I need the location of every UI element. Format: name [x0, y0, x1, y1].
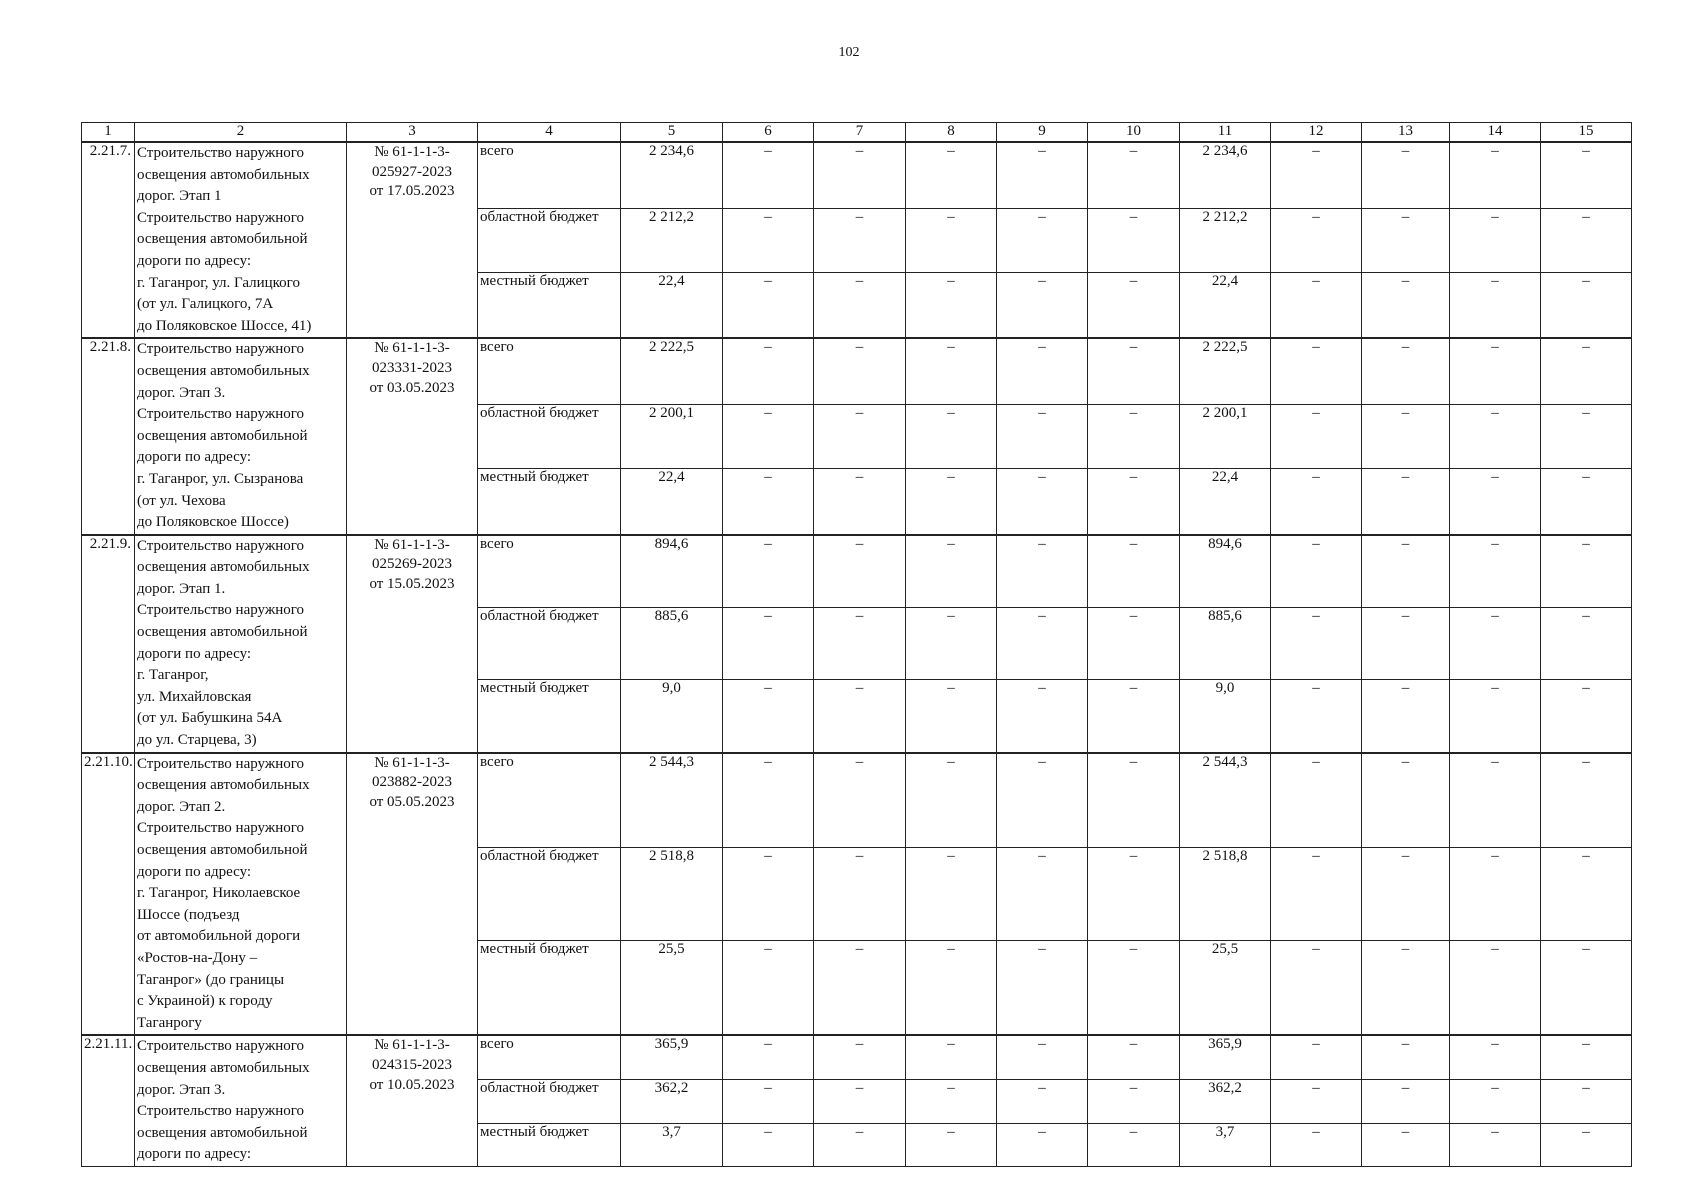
funding-source: всего [478, 338, 621, 404]
empty-value-col-15: – [1541, 848, 1632, 941]
empty-value-col-12: – [1271, 1035, 1362, 1079]
object-name-line: г. Таганрог, [137, 667, 209, 684]
column-header-14: 14 [1450, 123, 1541, 143]
empty-value-col-10: – [1088, 404, 1180, 468]
object-name-line: Таганрогу [137, 1014, 202, 1031]
item-number: 2.21.9. [82, 535, 135, 753]
funding-source: областной бюджет [478, 608, 621, 679]
empty-value-col-12: – [1271, 753, 1362, 848]
column-header-7: 7 [814, 123, 906, 143]
empty-value-col-10: – [1088, 753, 1180, 848]
empty-value-col-14: – [1450, 848, 1541, 941]
empty-value-col-9: – [997, 1035, 1088, 1079]
object-name-line: до Поляковское Шоссе, 41) [137, 317, 312, 334]
column-header-10: 10 [1088, 123, 1180, 143]
object-name-line: освещения автомобильной [137, 624, 308, 641]
object-name-line: Шоссе (подъезд [137, 906, 240, 923]
empty-value-col-14: – [1450, 1080, 1541, 1123]
object-name-line: Строительство наружного [137, 1038, 305, 1055]
expertise-conclusion-line: 025269-2023 [372, 556, 452, 573]
object-name-line: дороги по адресу: [137, 645, 252, 662]
empty-value-col-14: – [1450, 338, 1541, 404]
empty-value-col-7: – [814, 848, 906, 941]
empty-value-col-8: – [906, 338, 997, 404]
object-name-line: дорог. Этап 2. [137, 798, 226, 815]
funding-source: местный бюджет [478, 679, 621, 752]
object-name-line: (от ул. Галицкого, 7А [137, 296, 274, 313]
empty-value-col-14: – [1450, 753, 1541, 848]
empty-value-col-15: – [1541, 1080, 1632, 1123]
object-name-line: (от ул. Бабушкина 54А [137, 710, 283, 727]
empty-value-col-6: – [723, 404, 814, 468]
empty-value-col-13: – [1362, 338, 1450, 404]
expertise-conclusion [347, 753, 478, 1036]
object-name-line: дорог. Этап 3. [137, 384, 226, 401]
amount-col-5: 22,4 [621, 469, 723, 535]
empty-value-col-7: – [814, 272, 906, 338]
amount-col-11: 885,6 [1180, 608, 1271, 679]
empty-value-col-15: – [1541, 208, 1632, 272]
column-header-8: 8 [906, 123, 997, 143]
object-name-line: освещения автомобильных [137, 559, 310, 576]
empty-value-col-14: – [1450, 142, 1541, 208]
funding-source: местный бюджет [478, 469, 621, 535]
empty-value-col-10: – [1088, 1035, 1180, 1079]
funding-source: всего [478, 753, 621, 848]
empty-value-col-15: – [1541, 940, 1632, 1035]
funding-source: областной бюджет [478, 1080, 621, 1123]
object-name [135, 338, 347, 534]
empty-value-col-8: – [906, 679, 997, 752]
object-name-line: дороги по адресу: [137, 863, 252, 880]
empty-value-col-9: – [997, 1123, 1088, 1166]
empty-value-col-15: – [1541, 404, 1632, 468]
empty-value-col-7: – [814, 469, 906, 535]
object-name-line: освещения автомобильных [137, 777, 310, 794]
expertise-conclusion-line: от 05.05.2023 [369, 793, 455, 810]
empty-value-col-14: – [1450, 404, 1541, 468]
funding-source: местный бюджет [478, 940, 621, 1035]
table-row [82, 753, 1632, 848]
amount-col-11: 894,6 [1180, 535, 1271, 608]
empty-value-col-13: – [1362, 1123, 1450, 1166]
empty-value-col-7: – [814, 753, 906, 848]
object-name-line: Строительство наружного [137, 820, 305, 837]
funding-source: областной бюджет [478, 208, 621, 272]
empty-value-col-14: – [1450, 535, 1541, 608]
amount-col-11: 22,4 [1180, 272, 1271, 338]
amount-col-5: 25,5 [621, 940, 723, 1035]
table-row [82, 142, 1632, 208]
column-header-1: 1 [82, 123, 135, 143]
empty-value-col-10: – [1088, 469, 1180, 535]
expertise-conclusion-line: от 03.05.2023 [369, 379, 455, 396]
funding-source: местный бюджет [478, 272, 621, 338]
object-name-line: Строительство наружного [137, 1103, 305, 1120]
object-name-line: дороги по адресу: [137, 1146, 252, 1163]
empty-value-col-14: – [1450, 272, 1541, 338]
amount-col-11: 22,4 [1180, 469, 1271, 535]
empty-value-col-9: – [997, 608, 1088, 679]
empty-value-col-12: – [1271, 272, 1362, 338]
object-name [135, 142, 347, 338]
empty-value-col-6: – [723, 142, 814, 208]
amount-col-11: 25,5 [1180, 940, 1271, 1035]
empty-value-col-8: – [906, 1035, 997, 1079]
empty-value-col-12: – [1271, 208, 1362, 272]
empty-value-col-10: – [1088, 272, 1180, 338]
empty-value-col-15: – [1541, 535, 1632, 608]
empty-value-col-12: – [1271, 1080, 1362, 1123]
object-name-line: Строительство наружного [137, 209, 305, 226]
object-name-line: дороги по адресу: [137, 252, 252, 269]
table-row [82, 1035, 1632, 1079]
object-name-line: Строительство наружного [137, 145, 305, 161]
amount-col-11: 365,9 [1180, 1035, 1271, 1079]
empty-value-col-9: – [997, 1080, 1088, 1123]
empty-value-col-8: – [906, 469, 997, 535]
amount-col-5: 894,6 [621, 535, 723, 608]
object-name-line: Таганрог» (до границы [137, 971, 285, 988]
expertise-conclusion [347, 1035, 478, 1166]
column-header-2: 2 [135, 123, 347, 143]
empty-value-col-6: – [723, 753, 814, 848]
empty-value-col-6: – [723, 535, 814, 608]
amount-col-5: 22,4 [621, 272, 723, 338]
empty-value-col-15: – [1541, 679, 1632, 752]
empty-value-col-6: – [723, 208, 814, 272]
object-name-line: (от ул. Чехова [137, 492, 226, 509]
object-name-line: освещения автомобильных [137, 166, 310, 183]
empty-value-col-6: – [723, 469, 814, 535]
empty-value-col-9: – [997, 272, 1088, 338]
expertise-conclusion [347, 142, 478, 338]
empty-value-col-12: – [1271, 848, 1362, 941]
object-name-line: до ул. Старцева, 3) [137, 732, 257, 749]
empty-value-col-9: – [997, 753, 1088, 848]
object-name-line: освещения автомобильной [137, 427, 308, 444]
empty-value-col-15: – [1541, 142, 1632, 208]
empty-value-col-14: – [1450, 940, 1541, 1035]
empty-value-col-7: – [814, 142, 906, 208]
empty-value-col-6: – [723, 1035, 814, 1079]
empty-value-col-13: – [1362, 272, 1450, 338]
empty-value-col-8: – [906, 848, 997, 941]
empty-value-col-9: – [997, 679, 1088, 752]
empty-value-col-15: – [1541, 1035, 1632, 1079]
empty-value-col-9: – [997, 404, 1088, 468]
empty-value-col-8: – [906, 272, 997, 338]
expertise-conclusion-line: № 61-1-1-3- [374, 754, 450, 771]
empty-value-col-10: – [1088, 679, 1180, 752]
empty-value-col-9: – [997, 338, 1088, 404]
expertise-conclusion [347, 338, 478, 534]
empty-value-col-12: – [1271, 142, 1362, 208]
empty-value-col-8: – [906, 1123, 997, 1166]
object-name-line: г. Таганрог, ул. Галицкого [137, 274, 300, 291]
object-name-line: г. Таганрог, Николаевское [137, 885, 301, 902]
empty-value-col-6: – [723, 848, 814, 941]
empty-value-col-12: – [1271, 338, 1362, 404]
empty-value-col-13: – [1362, 142, 1450, 208]
expertise-conclusion-line: 024315-2023 [372, 1056, 452, 1073]
object-name-line: «Ростов-на-Дону – [137, 949, 258, 966]
empty-value-col-12: – [1271, 679, 1362, 752]
object-name-line: освещения автомобильных [137, 362, 310, 379]
item-number: 2.21.10. [82, 753, 135, 1036]
empty-value-col-9: – [997, 469, 1088, 535]
amount-col-11: 362,2 [1180, 1080, 1271, 1123]
expertise-conclusion-line: от 15.05.2023 [369, 575, 455, 592]
amount-col-11: 2 234,6 [1180, 142, 1271, 208]
empty-value-col-7: – [814, 208, 906, 272]
empty-value-col-15: – [1541, 338, 1632, 404]
amount-col-5: 3,7 [621, 1123, 723, 1166]
empty-value-col-8: – [906, 753, 997, 848]
empty-value-col-6: – [723, 1123, 814, 1166]
page-number: 102 [838, 45, 860, 60]
empty-value-col-6: – [723, 608, 814, 679]
table-row [82, 535, 1632, 608]
column-header-5: 5 [621, 123, 723, 143]
empty-value-col-8: – [906, 608, 997, 679]
empty-value-col-8: – [906, 535, 997, 608]
empty-value-col-10: – [1088, 848, 1180, 941]
amount-col-5: 2 200,1 [621, 404, 723, 468]
empty-value-col-13: – [1362, 608, 1450, 679]
empty-value-col-14: – [1450, 1035, 1541, 1079]
empty-value-col-9: – [997, 940, 1088, 1035]
empty-value-col-7: – [814, 535, 906, 608]
object-name [135, 1035, 347, 1166]
amount-col-11: 2 544,3 [1180, 753, 1271, 848]
empty-value-col-7: – [814, 404, 906, 468]
empty-value-col-15: – [1541, 753, 1632, 848]
empty-value-col-13: – [1362, 208, 1450, 272]
empty-value-col-13: – [1362, 848, 1450, 941]
column-header-12: 12 [1271, 123, 1362, 143]
expertise-conclusion-line: 023331-2023 [372, 359, 452, 376]
object-name-line: ул. Михайловская [137, 688, 252, 705]
empty-value-col-6: – [723, 940, 814, 1035]
empty-value-col-14: – [1450, 1123, 1541, 1166]
empty-value-col-10: – [1088, 608, 1180, 679]
amount-col-11: 9,0 [1180, 679, 1271, 752]
amount-col-5: 2 544,3 [621, 753, 723, 848]
expertise-conclusion [347, 535, 478, 753]
object-name-line: Строительство наружного [137, 537, 305, 554]
expertise-conclusion-line: 023882-2023 [372, 774, 452, 791]
object-name-line: освещения автомобильных [137, 1059, 310, 1076]
empty-value-col-10: – [1088, 1080, 1180, 1123]
object-name [135, 753, 347, 1036]
empty-value-col-8: – [906, 208, 997, 272]
empty-value-col-7: – [814, 1080, 906, 1123]
empty-value-col-15: – [1541, 469, 1632, 535]
empty-value-col-15: – [1541, 608, 1632, 679]
column-header-15: 15 [1541, 123, 1632, 143]
expertise-conclusion-line: от 10.05.2023 [369, 1076, 455, 1093]
empty-value-col-14: – [1450, 469, 1541, 535]
empty-value-col-10: – [1088, 142, 1180, 208]
empty-value-col-10: – [1088, 1123, 1180, 1166]
funding-source: всего [478, 142, 621, 208]
empty-value-col-7: – [814, 1123, 906, 1166]
empty-value-col-15: – [1541, 1123, 1632, 1166]
object-name-line: дороги по адресу: [137, 449, 252, 466]
column-header-9: 9 [997, 123, 1088, 143]
object-name-line: с Украиной) к городу [137, 993, 273, 1010]
empty-value-col-6: – [723, 272, 814, 338]
amount-col-11: 3,7 [1180, 1123, 1271, 1166]
empty-value-col-8: – [906, 142, 997, 208]
item-number: 2.21.8. [82, 338, 135, 534]
expertise-conclusion-line: № 61-1-1-3- [374, 536, 450, 553]
object-name-line: дорог. Этап 1. [137, 580, 226, 597]
expertise-conclusion-line: 025927-2023 [372, 163, 452, 180]
amount-col-11: 2 212,2 [1180, 208, 1271, 272]
object-name [135, 535, 347, 753]
amount-col-11: 2 518,8 [1180, 848, 1271, 941]
funding-source: областной бюджет [478, 404, 621, 468]
amount-col-5: 362,2 [621, 1080, 723, 1123]
object-name-line: освещения автомобильной [137, 842, 308, 858]
object-name-line: от автомобильной дороги [137, 928, 301, 945]
budget-table [81, 122, 1632, 1167]
amount-col-5: 885,6 [621, 608, 723, 679]
object-name-line: Строительство наружного [137, 406, 305, 423]
table-row [82, 338, 1632, 404]
empty-value-col-7: – [814, 940, 906, 1035]
item-number: 2.21.7. [82, 142, 135, 338]
empty-value-col-13: – [1362, 753, 1450, 848]
column-header-13: 13 [1362, 123, 1450, 143]
empty-value-col-9: – [997, 535, 1088, 608]
empty-value-col-9: – [997, 848, 1088, 941]
object-name-line: г. Таганрог, ул. Сызранова [137, 470, 304, 487]
empty-value-col-14: – [1450, 608, 1541, 679]
column-header-6: 6 [723, 123, 814, 143]
empty-value-col-10: – [1088, 338, 1180, 404]
empty-value-col-6: – [723, 679, 814, 752]
empty-value-col-14: – [1450, 208, 1541, 272]
expertise-conclusion-line: № 61-1-1-3- [374, 144, 450, 160]
funding-source: всего [478, 1035, 621, 1079]
funding-source: местный бюджет [478, 1123, 621, 1166]
expertise-conclusion-line: от 17.05.2023 [369, 183, 455, 200]
amount-col-5: 2 212,2 [621, 208, 723, 272]
empty-value-col-7: – [814, 338, 906, 404]
object-name-line: Строительство наружного [137, 341, 305, 358]
empty-value-col-10: – [1088, 535, 1180, 608]
funding-source: всего [478, 535, 621, 608]
empty-value-col-7: – [814, 1035, 906, 1079]
empty-value-col-13: – [1362, 1035, 1450, 1079]
column-header-4: 4 [478, 123, 621, 143]
amount-col-5: 2 518,8 [621, 848, 723, 941]
column-number-header [82, 123, 1632, 143]
object-name-line: дорог. Этап 1 [137, 188, 222, 205]
amount-col-5: 365,9 [621, 1035, 723, 1079]
amount-col-11: 2 200,1 [1180, 404, 1271, 468]
column-header-3: 3 [347, 123, 478, 143]
empty-value-col-12: – [1271, 940, 1362, 1035]
amount-col-5: 9,0 [621, 679, 723, 752]
empty-value-col-15: – [1541, 272, 1632, 338]
empty-value-col-7: – [814, 608, 906, 679]
empty-value-col-8: – [906, 940, 997, 1035]
empty-value-col-10: – [1088, 208, 1180, 272]
empty-value-col-13: – [1362, 940, 1450, 1035]
table-body [82, 123, 1632, 1167]
empty-value-col-12: – [1271, 535, 1362, 608]
empty-value-col-14: – [1450, 679, 1541, 752]
amount-col-11: 2 222,5 [1180, 338, 1271, 404]
empty-value-col-12: – [1271, 608, 1362, 679]
amount-col-5: 2 222,5 [621, 338, 723, 404]
object-name-line: до Поляковское Шоссе) [137, 514, 289, 531]
object-name-line: освещения автомобильной [137, 231, 308, 248]
empty-value-col-12: – [1271, 404, 1362, 468]
amount-col-5: 2 234,6 [621, 142, 723, 208]
empty-value-col-8: – [906, 404, 997, 468]
object-name-line: Строительство наружного [137, 602, 305, 619]
object-name-line: Строительство наружного [137, 755, 305, 772]
empty-value-col-7: – [814, 679, 906, 752]
object-name-line: освещения автомобильной [137, 1124, 308, 1141]
empty-value-col-10: – [1088, 940, 1180, 1035]
empty-value-col-6: – [723, 1080, 814, 1123]
empty-value-col-12: – [1271, 469, 1362, 535]
empty-value-col-13: – [1362, 404, 1450, 468]
empty-value-col-13: – [1362, 469, 1450, 535]
funding-source: областной бюджет [478, 848, 621, 941]
expertise-conclusion-line: № 61-1-1-3- [374, 340, 450, 357]
empty-value-col-12: – [1271, 1123, 1362, 1166]
column-header-11: 11 [1180, 123, 1271, 143]
empty-value-col-9: – [997, 208, 1088, 272]
empty-value-col-13: – [1362, 535, 1450, 608]
empty-value-col-6: – [723, 338, 814, 404]
expertise-conclusion-line: № 61-1-1-3- [374, 1037, 450, 1054]
empty-value-col-13: – [1362, 1080, 1450, 1123]
empty-value-col-9: – [997, 142, 1088, 208]
empty-value-col-8: – [906, 1080, 997, 1123]
empty-value-col-13: – [1362, 679, 1450, 752]
item-number: 2.21.11. [82, 1035, 135, 1166]
object-name-line: дорог. Этап 3. [137, 1081, 226, 1098]
